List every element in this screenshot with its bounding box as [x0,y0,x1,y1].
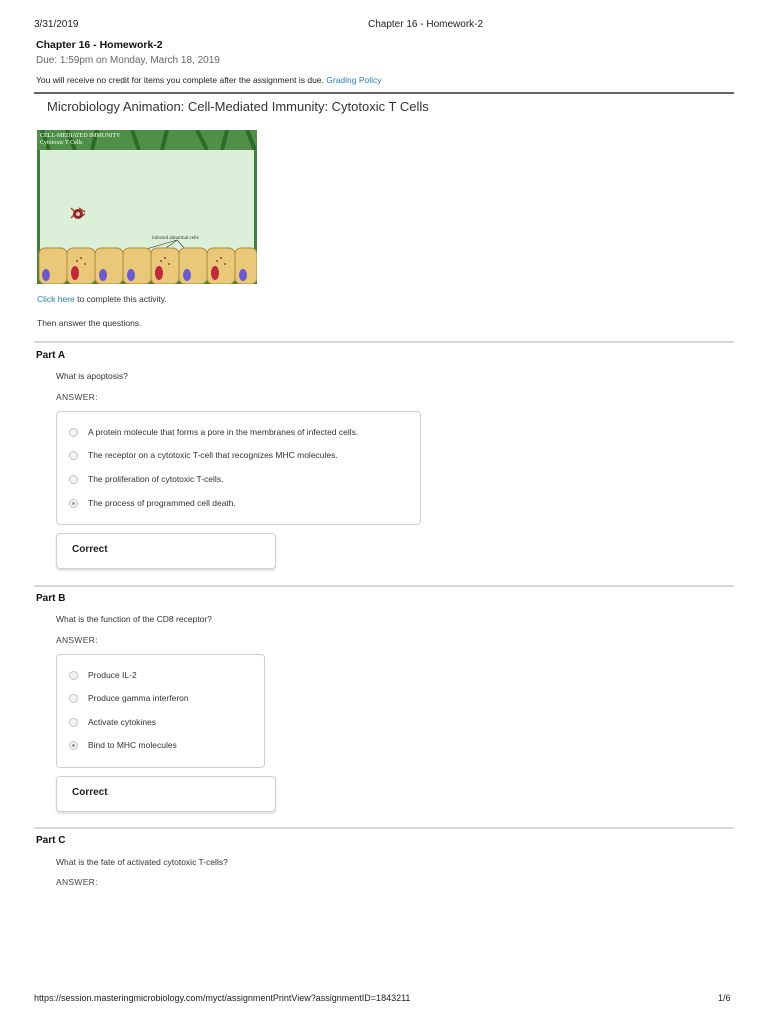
header-divider [34,92,734,94]
due-date: Due: 1:59pm on Monday, March 18, 2019 [36,55,220,66]
part-a-options-box [56,411,421,525]
part-c-answer-label: ANSWER: [56,877,98,887]
part-b-option-4[interactable] [69,740,177,750]
option-text: Produce gamma interferon [88,693,189,703]
radio-button[interactable] [69,475,78,484]
radio-button[interactable] [69,694,78,703]
option-text: Produce IL-2 [88,670,137,680]
part-b-answer-label: ANSWER: [56,635,98,645]
feedback-text: Correct [72,544,108,555]
radio-button[interactable] [69,718,78,727]
thumb-title-2: Cytotoxic T Cells [40,140,83,146]
part-b-question: What is the function of the CD8 receptor? [56,614,212,624]
activity-title: Microbiology Animation: Cell-Mediated Immunity: Cytotoxic T Cells [47,99,429,114]
radio-button[interactable] [69,671,78,680]
part-c-label: Part C [36,835,66,846]
part-a-option-1[interactable] [69,427,358,437]
thumb-label: infected abnormal cells [152,236,199,241]
radio-button-selected[interactable] [69,499,78,508]
activity-thumbnail[interactable] [37,130,257,284]
epithelial-cells [39,248,257,284]
activity-link-line [37,294,167,304]
option-text: The proliferation of cytotoxic T-cells. [88,474,224,484]
click-here-rest: to complete this activity. [74,294,167,304]
part-b-option-2[interactable] [69,693,189,703]
print-title: Chapter 16 - Homework-2 [368,19,484,30]
thumb-title-1: CELL-MEDIATED IMMUNITY [40,133,121,139]
part-a-option-2[interactable] [69,450,338,460]
late-credit-text: You will receive no credit for items you complete after the assignment is due. [36,75,324,85]
option-text: The process of programmed cell death. [88,498,236,508]
radio-button[interactable] [69,451,78,460]
footer-url: https://session.masteringmicrobiology.com/myct/assignmentPrintView?assignmentID=1843211 [34,993,411,1003]
option-text: A protein molecule that forms a pore in the membranes of infected cells. [88,427,359,437]
part-b-label: Part B [36,593,66,604]
then-answer-text: Then answer the questions. [37,318,142,328]
option-text: Activate cytokines [88,717,157,727]
radio-button-selected[interactable] [69,741,78,750]
part-a-divider [34,341,734,343]
assignment-title: Chapter 16 - Homework-2 [36,39,163,51]
part-a-option-4[interactable] [69,498,236,508]
part-b-option-1[interactable] [69,670,137,680]
part-b-divider [34,585,734,587]
click-here-link[interactable]: Click here [37,294,75,304]
part-c-divider [34,827,734,829]
option-text: The receptor on a cytotoxic T-cell that recognizes MHC molecules. [88,450,338,460]
activity-thumbnail-art [37,130,257,284]
option-text: Bind to MHC molecules [88,740,177,750]
part-a-answer-label: ANSWER: [56,392,98,402]
part-b-option-3[interactable] [69,717,156,727]
part-a-label: Part A [36,350,66,361]
part-a-feedback [56,533,276,569]
late-credit-note [36,75,382,85]
footer-page-number: 1/6 [718,993,731,1003]
grading-policy-link[interactable]: Grading Policy [326,75,382,85]
radio-button[interactable] [69,428,78,437]
part-b-feedback [56,776,276,812]
part-a-option-3[interactable] [69,474,223,484]
part-a-question: What is apoptosis? [56,371,128,381]
part-b-options-box [56,654,265,768]
print-date: 3/31/2019 [34,19,79,30]
part-c-question: What is the fate of activated cytotoxic T-cells? [56,857,228,867]
feedback-text: Correct [72,787,108,798]
